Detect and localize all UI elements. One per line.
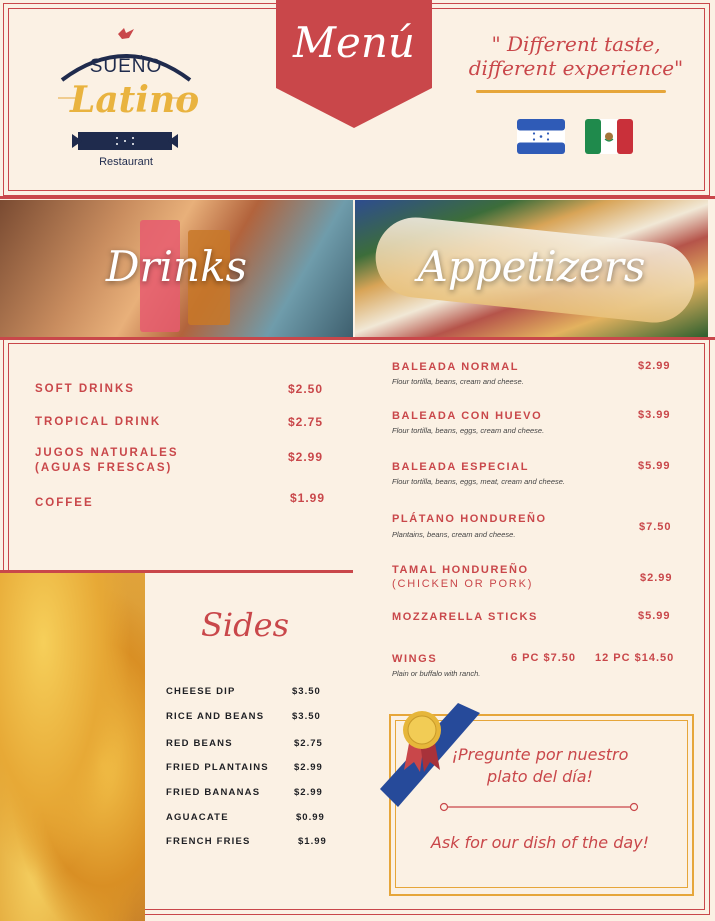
side-name: RED BEANS <box>166 738 233 749</box>
appetizer-name: BALEADA CON HUEVO <box>392 410 543 422</box>
side-price: $3.50 <box>292 711 321 722</box>
drinks-title: Drinks <box>105 242 248 291</box>
appetizer-price-6pc: 6 PC $7.50 <box>511 652 577 664</box>
appetizer-name: BALEADA NORMAL <box>392 361 520 373</box>
appetizer-desc: Plantains, beans, cream and cheese. <box>392 530 516 539</box>
appetizer-price-12pc: 12 PC $14.50 <box>595 652 675 664</box>
appetizer-price: $5.99 <box>638 460 671 472</box>
appetizer-name: MOZZARELLA STICKS <box>392 611 538 623</box>
side-price: $2.75 <box>294 738 323 749</box>
award-badge-icon <box>398 708 446 774</box>
side-price: $0.99 <box>296 812 325 823</box>
appetizer-price: $2.99 <box>640 572 673 584</box>
drink-name: JUGOS NATURALES <box>35 447 179 459</box>
appetizer-name: PLÁTANO HONDUREÑO <box>392 513 547 525</box>
side-name: AGUACATE <box>166 812 229 823</box>
appetizer-name: WINGS <box>392 653 438 665</box>
plantain-chips-photo <box>0 573 145 921</box>
appetizer-desc: Plain or buffalo with ranch. <box>392 669 481 678</box>
drink-price: $2.50 <box>288 382 324 396</box>
sides-title: Sides <box>201 606 289 644</box>
drinks-photo <box>0 200 353 337</box>
appetizer-desc: Flour tortilla, beans, eggs, meat, cream and cheese. <box>392 477 566 486</box>
drink-price: $2.75 <box>288 415 324 429</box>
appetizer-price: $7.50 <box>639 521 672 533</box>
side-name: FRIED BANANAS <box>166 787 261 798</box>
honduras-flag-icon <box>517 119 565 154</box>
drink-price: $2.99 <box>288 450 324 464</box>
side-name: FRIED PLANTAINS <box>166 762 269 773</box>
side-price: $3.50 <box>292 686 321 697</box>
drink-name: TROPICAL DRINK <box>35 416 162 428</box>
appetizer-name: BALEADA ESPECIAL <box>392 461 530 473</box>
side-price: $2.99 <box>294 787 323 798</box>
tagline-underline <box>476 90 666 93</box>
logo-script-word: Latino <box>70 79 200 121</box>
menu-title: Menú <box>293 18 415 67</box>
appetizers-photo <box>355 200 708 337</box>
side-name: RICE AND BEANS <box>166 711 265 722</box>
logo-ribbon <box>72 130 178 152</box>
tagline: " Different taste, different experience" <box>468 32 684 80</box>
side-name: CHEESE DIP <box>166 686 236 697</box>
drink-name: COFFEE <box>35 497 94 509</box>
header-divider <box>0 196 715 199</box>
ornament-divider <box>439 802 639 812</box>
appetizers-title: Appetizers <box>417 242 646 291</box>
drink-name-line2: (AGUAS FRESCAS) <box>35 462 173 474</box>
special-spanish: ¡Pregunte por nuestro plato del día! <box>451 745 629 786</box>
appetizer-price: $2.99 <box>638 360 671 372</box>
appetizer-desc: Flour tortilla, beans, cream and cheese. <box>392 377 524 386</box>
side-price: $1.99 <box>298 836 327 847</box>
logo-top-word: SUEÑO <box>89 56 163 77</box>
logo-subtitle: Restaurant <box>99 156 153 168</box>
drink-price: $1.99 <box>290 491 326 505</box>
bird-icon <box>116 26 136 42</box>
drink-name: SOFT DRINKS <box>35 383 135 395</box>
mexico-flag-icon <box>585 119 633 154</box>
side-price: $2.99 <box>294 762 323 773</box>
side-name: FRENCH FRIES <box>166 836 251 847</box>
appetizer-price: $5.99 <box>638 610 671 622</box>
appetizer-name-line2: (CHICKEN OR PORK) <box>392 578 534 590</box>
photo-divider <box>0 337 715 340</box>
appetizer-price: $3.99 <box>638 409 671 421</box>
appetizer-name: TAMAL HONDUREÑO <box>392 564 529 576</box>
appetizer-desc: Flour tortilla, beans, eggs, cream and cheese. <box>392 426 545 435</box>
special-english: Ask for our dish of the day! <box>430 833 650 852</box>
